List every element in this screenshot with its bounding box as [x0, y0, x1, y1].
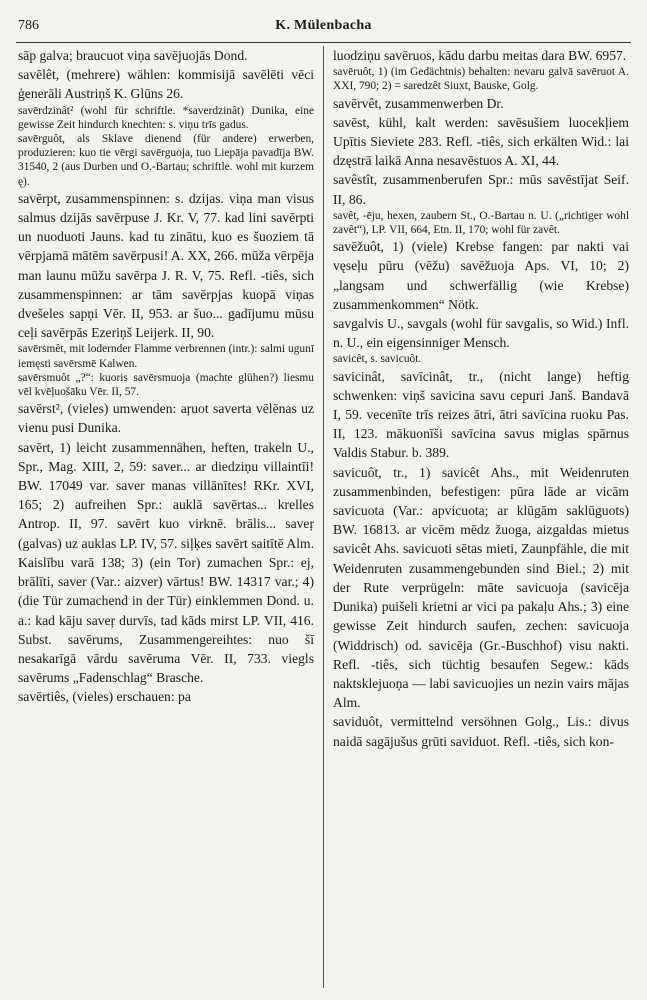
entry-savet: savêt, -ēju, hexen, zaubern St., O.-Bartau n. U. („richtiger wohl zavêt“), LP. VII, 664, Etn. II, 170; wohl für zavêt. [333, 209, 629, 237]
entry-savestit: savêstît, zusammenberufen Spr.: mūs savēstījat Seif. II, 86. [333, 172, 629, 207]
entry-savelet: savēlêt, (mehrere) wählen: kommisijā savēlēti vēci ģenerāli Austriņš K. Glūns 26. [18, 67, 314, 102]
page-header [18, 18, 629, 40]
entry-savgalvis: savgalvis U., savgals (wohl für savgalis, so Wid.) Infl. n. U., ein eigensinniger Mensch. [333, 316, 629, 351]
entry-savervet: savērvêt, zusammenwerben Dr. [333, 95, 504, 111]
entry-savicet: savicêt, s. savicuôt. [333, 353, 422, 366]
entry-savicinat: savicinât, savīcinât, tr., (nicht lange) heftig schwenken: viņš savicina savu cepuri Janš. Bandavā I, 59. vecenīte trīs reizes ātri, ātri savīcina ruoku Pas. II, 123. mākuonīši savīcina savus miglas spārnus Valdis Stabur. b. 389. [333, 368, 629, 461]
entry-savicuot: savicuôt, tr., 1) savicêt Ahs., mit Weidenruten zusammenbinden, befestigen: pūra lāde ar vicām savicuota (Var.: apvicuota; ar klūgām saklūguots) BW. 16813. ar vicēm mēdz žuoga, aizgaldas mietus savicêt Ahs. savicuoti sētas mieti, Zaunpfähle, die mit Weidenruten zusammengebunden sind Biel.; 2) mit der Rute verprügeln: māte savicuoja (savicēja Dunika) puišeli krietni ar vici pa pakaļu Ahs.; 3) eine gewisse Zeit hindurch saufen, zechen: savicuoja (Widdrisch) od. savicēja (Gr.-Buschhof) visu nakti. Refl. -tiês, sich tüchtig besaufen Segew.: kāds naktsklejuoņa — labi savicuojies un nezin vairs mājas Alm. [333, 464, 629, 711]
entry-saversmuot: savērsmuôt „?“: kuoris savērsmuoja (machte glühen?) liesmu vēl kvēļuošāku Vēr. II, 57. [18, 371, 314, 399]
entry-savert: savērt, 1) leicht zusammennähen, heften, trakeln U., Spr., Mag. XIII, 2, 59: saver... ar diedziņu villaintīi! BW. 17049 var. saver manas villānītes! RKr. XVI, 165; 2) aufreihen Spr.: auklā savērtas... krelles Antrop. II, 97. savērt kuo virknē. brālis... saveŗ (galvas) uz auklas LP. IV, 57. siļķes savērt saitītē Alm. Kaislību varā 138; 3) (ein Tor) zumachen Spr.: ej, brālīti, saver (Var.: aizver) vārtus! BW. 14317 var.; 4) (die Tür zumachend in der Tür) einklemmen Dond. u. a.: kad kāju saveŗ durvīs, tad kāds mirst LP. VII, 416. Subst. savērums, Zusammengereihtes: nuo šī nesakarīgā vārdu savēruma Vēr. II, 733. viegls savērums „Fadenschlag“ Brasche. [18, 439, 314, 686]
entry-saverguot: savērguôt, als Sklave dienend (für andere) erwerben, produzieren: kuo tie vērgi savērguoja, tuo Liepāja pavadīja BW. 31540, 2 (aus Durben und O.-Bartau; schriftle. wohl mit kurzem ę). [18, 133, 314, 188]
entry-saverst: savērst², (vieles) umwenden: aŗuot saverta vēlēnas uz vienu pusi Dunika. [18, 401, 314, 436]
entry-sap-galva: sāp galva; braucuot viņa savējuojās Dond. [18, 48, 248, 63]
header-rule [16, 42, 631, 43]
entry-continuation: luodziņu savēruos, kādu darbu meitas dara BW. 6957. [333, 48, 627, 63]
entry-saverpt: savērpt, zusammenspinnen: s. dzijas. viņa man visus salmus dzijās savērpuse J. Kr. V, 77. kad lini savērpti un nuoduoti Jauns. kad tu zinātu, kuo es šuoziem tā vērpjamā mātēm savērpusi! A. XX, 266. mūža vērpēja man launu mūžu savērpa J. R. V, 75. Refl. -tiês, sich zusammenspinnen: ar tām savērpjas kuopā viņas dvešeles sapņi Vēr. II, 953. ar šuo... gadījumu mūsu ceļi savērpās Ezeriņš Leijerk. II, 90. [18, 190, 314, 341]
column-divider [323, 46, 324, 988]
entry-saveruot: savēruôt, 1) (im Gedächtnis) behalten: nevaru galvā savēruot A. XXI, 790; 2) = saredzêt Siuxt, Bauske, Golg. [333, 66, 629, 93]
entry-saverdzinat: savērdzinât² (wohl für schriftle. *saverdzinât) Dunika, eine gewisse Zeit hindurch knechten: s. viņu trīs gadus. [18, 104, 314, 131]
entry-savertie: savērtiês, (vieles) erschauen: pa [18, 689, 191, 705]
entry-savezuot: savēžuôt, 1) (viele) Krebse fangen: par nakti vai vęseļu pūru (vēžu) savēžuoja Aps. VI, 10; 2) „langsam und schwerfällig (wie Krebse) zusammenkommen“ Nötk. [333, 239, 629, 312]
left-column [18, 46, 314, 707]
entry-saviduot: saviduôt, vermittelnd versöhnen Golg., Lis.: divus naidā sagājušus grūti saviduot. Refl. -tiês, sich kon- [333, 714, 629, 749]
right-column [333, 46, 629, 751]
page-number: 786 [18, 18, 39, 33]
running-head-author: K. Mülenbacha [275, 18, 372, 33]
entry-saversmet: savērsmêt, mit lodernder Flamme verbrennen (intr.): salmi ugunī iemęsti savērsmē Kalwen. [18, 343, 314, 370]
entry-savest: savēst, kühl, kalt werden: savēsušiem luocekļiem Upītis Sieviete 283. Refl. -tiês, sich erkälten Wid.: lai dzęstrā laikā Anna nesavēstuos A. XI, 44. [333, 114, 629, 169]
